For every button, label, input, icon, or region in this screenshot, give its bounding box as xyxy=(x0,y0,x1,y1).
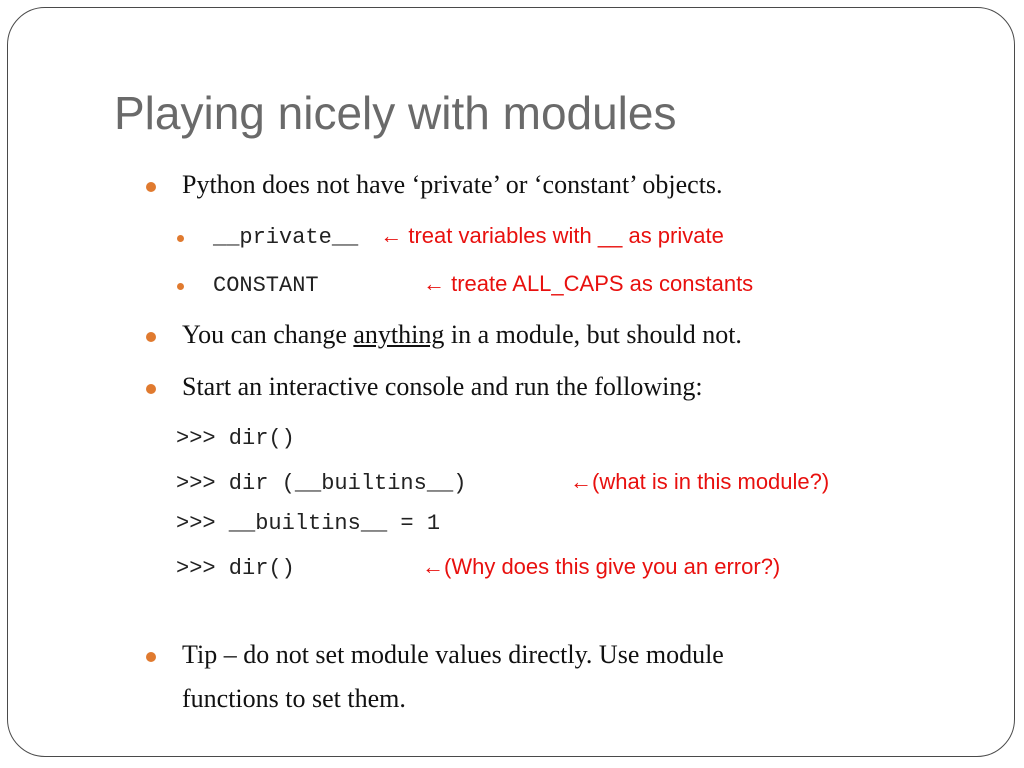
sub-bullet-dot xyxy=(177,283,184,290)
sub-bullet-constant xyxy=(213,271,753,298)
bullet-dot xyxy=(146,332,156,342)
code-assign-builtins: >>> __builtins__ = 1 xyxy=(176,511,441,536)
code-line-4 xyxy=(176,554,780,581)
bullet-dot xyxy=(146,182,156,192)
note-module: ←(what is in this module?) xyxy=(570,469,830,494)
code-private: __private__ xyxy=(213,225,359,250)
bullet-python-private: Python does not have ‘private’ or ‘constant’ objects. xyxy=(182,170,723,199)
code-line-1 xyxy=(176,426,295,451)
code-dir-again: >>> dir() xyxy=(176,556,295,581)
note-constant: ← treate ALL_CAPS as constants xyxy=(423,271,754,296)
sub-bullet-private xyxy=(213,223,724,250)
note-error: ←(Why does this give you an error?) xyxy=(422,554,781,579)
bullet-interactive-console: Start an interactive console and run the following: xyxy=(182,372,703,401)
code-dir-builtins: >>> dir (__builtins__) xyxy=(176,471,467,496)
sub-bullet-dot xyxy=(177,235,184,242)
code-constant: CONSTANT xyxy=(213,273,319,298)
note-private: ← treat variables with __ as private xyxy=(380,223,724,248)
text-pre: You can change xyxy=(182,320,354,349)
bullet-dot xyxy=(146,384,156,394)
code-dir: >>> dir() xyxy=(176,426,295,451)
text-anything: anything xyxy=(353,320,445,349)
bullet-dot xyxy=(146,652,156,662)
bullet-tip-line1: Tip – do not set module values directly. Use module xyxy=(182,640,724,669)
bullet-tip-line2: functions to set them. xyxy=(182,684,406,713)
text-post: in a module, but should not. xyxy=(444,320,742,349)
slide-title: Playing nicely with modules xyxy=(114,87,677,139)
bullet-change-anything xyxy=(182,320,742,350)
code-line-2 xyxy=(176,469,829,496)
code-line-3 xyxy=(176,511,440,536)
